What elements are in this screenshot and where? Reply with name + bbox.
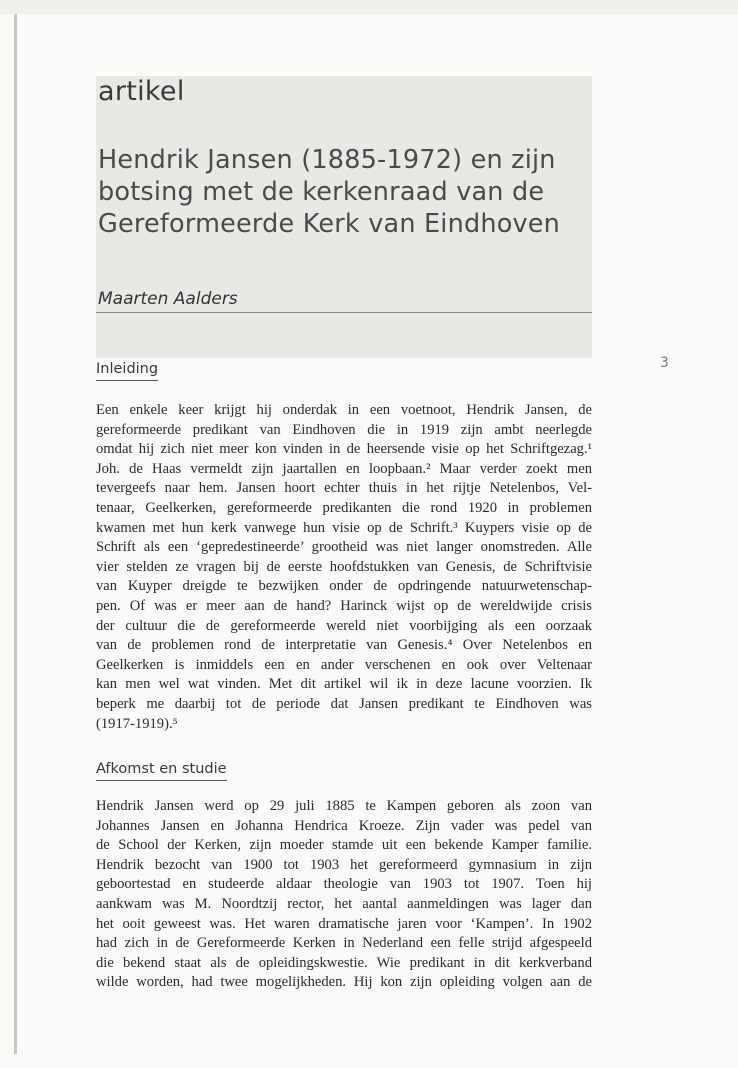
- text-line: Een enkele keer krijgt hij onderdak in een voetnoot, Hendrik Jansen, de: [96, 402, 592, 418]
- text-line: Joh. de Haas vermeldt zijn jaartallen en loopbaan.² Maar verder zoekt men: [96, 460, 592, 477]
- text-line: aankwam was M. Noordtzij rector, het aantal aanmeldingen was lager dan: [96, 895, 592, 912]
- text-line: het ooit geweest was. Het waren dramatische jaren voor ‘Kampen’. In 1902: [96, 915, 592, 932]
- text-line: pen. Of was er meer aan de hand? Harinck wijst op de wereldwijde crisis: [96, 597, 592, 614]
- text-line: beperk me daarbij tot de periode dat Jansen predikant te Eindhoven was: [96, 695, 592, 712]
- title-line: botsing met de kerkenraad van de: [98, 177, 545, 207]
- text-line: geboortestad en studeerde aldaar theologie van 1903 tot 1907. Toen hij: [96, 876, 592, 893]
- author-rule: [96, 312, 592, 313]
- text-line: wilde worden, had twee mogelijkheden. Hij kon zijn opleiding volgen aan de: [96, 974, 592, 991]
- binding-edge: [14, 14, 17, 1054]
- article-title: [98, 144, 588, 240]
- text-line: van Kuyper dreigde te bezwijken onder de opdringende natuurwetenschap-: [96, 578, 592, 595]
- section-heading-afkomst: Afkomst en studie: [96, 761, 227, 781]
- author-name: Maarten Aalders: [98, 289, 238, 309]
- paragraph-inleiding: [96, 401, 592, 734]
- section-heading-inleiding: Inleiding: [96, 361, 158, 381]
- text-line: die bekend staat als de opleidingskwestie. Wie predikant in dit kerkverband: [96, 954, 592, 971]
- text-line: omdat hij zich niet meer kon vinden in de heersende visie op het Schriftgezag.¹: [96, 441, 592, 458]
- text-line: had zich in de Gereformeerde Kerken in Nederland een felle strijd afgespeeld: [96, 935, 592, 952]
- text-line: van de problemen rond de interpretatie van Genesis.⁴ Over Netelenbos en: [96, 637, 592, 654]
- text-line: gereformeerde predikant van Eindhoven die in 1919 zijn ambt neerlegde: [96, 421, 592, 438]
- text-line: Schrift als een ‘gepredestineerde’ grootheid was niet langer onomstreden. Alle: [96, 539, 592, 556]
- text-line: tenaar, Geelkerken, gereformeerde predikanten die rond 1920 in problemen: [96, 499, 592, 516]
- text-line: (1917-1919).⁵: [96, 715, 178, 732]
- section-label: artikel: [98, 76, 185, 107]
- paragraph-afkomst: [96, 797, 592, 993]
- text-line: Hendrik bezocht van 1900 tot 1903 het gereformeerd gymnasium in zijn: [96, 856, 592, 873]
- text-line: Geelkerken is inmiddels een en ander verschenen en ook over Veltenaar: [96, 656, 592, 673]
- text-line: der cultuur die de gereformeerde wereld niet voorbijging als een oorzaak: [96, 617, 592, 634]
- text-line: vier stelden ze vragen bij de eerste hoofdstukken van Genesis, de Schriftvisie: [96, 558, 592, 575]
- text-line: Johannes Jansen en Johanna Hendrica Kroeze. Zijn vader was pedel van: [96, 817, 592, 834]
- text-line: Hendrik Jansen werd op 29 juli 1885 te Kampen geboren als zoon van: [96, 798, 592, 814]
- text-line: tevergeefs naar hem. Jansen hoort echter thuis in het rijtje Netelenbos, Vel-: [96, 480, 592, 497]
- page-number: 3: [660, 355, 669, 371]
- text-line: kan men wel wat vinden. Met dit artikel wil ik in deze lacune voorzien. Ik: [96, 676, 592, 693]
- title-line: Gereformeerde Kerk van Eindhoven: [98, 209, 561, 239]
- text-line: de School der Kerken, zijn moeder stamde uit een bekende Kamper familie.: [96, 837, 592, 854]
- title-line: Hendrik Jansen (1885-1972) en zijn: [98, 145, 556, 175]
- text-line: kwamen met hun kerk vanwege hun visie op de Schrift.³ Kuypers visie op de: [96, 519, 592, 536]
- top-margin: [0, 0, 738, 14]
